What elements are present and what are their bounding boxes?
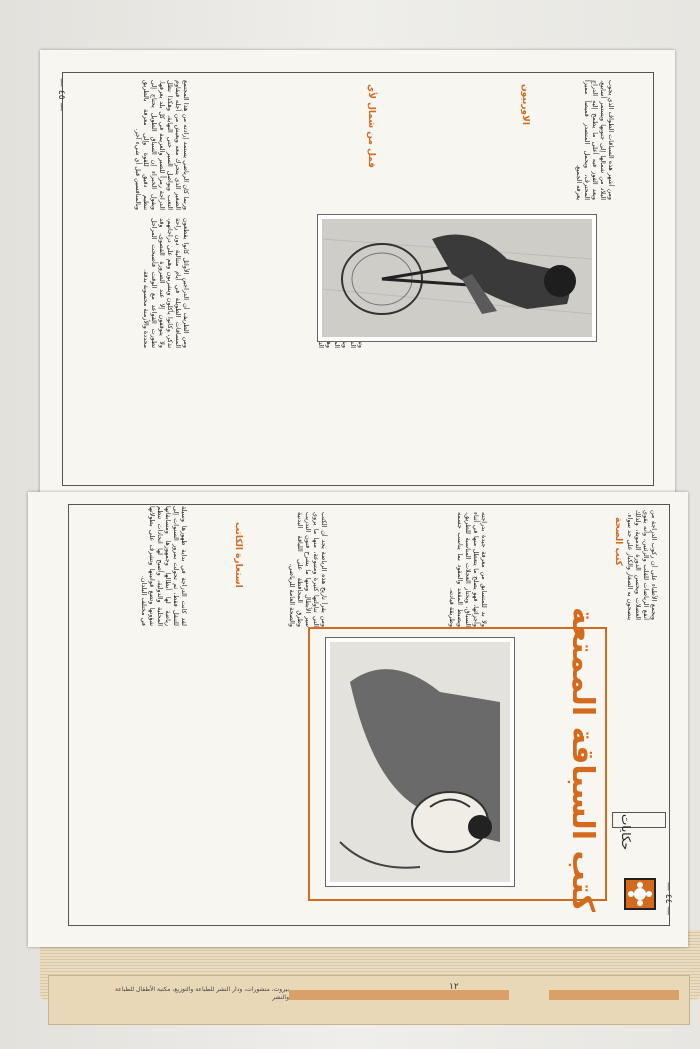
orange-strip-right xyxy=(549,990,679,1000)
text-column-bottom-d: ويجمع الأطباء على أن ركوب الدراجة من أنفع الرياضات للقلب والرئتين، وأنه يقوي العضلات ويحسن الدورة الدموية، ولذلك ينصحون به الصغار والكبار على حد سواء. xyxy=(626,510,658,620)
text-column-top-d: ومن أشهر هذه السباقات الطواف الذي يجوب البلاد من شمالها إلى جنوبها ويستمر أسابيع، ويعد الفوز فيه أعلى ما يطمح إليه الدراج المحترف، ويحمل المتصدر قميصاً مميزاً يعرفه الجميع. xyxy=(575,80,615,200)
series-title: حكايات xyxy=(619,814,633,850)
article-title: كتب السباقة الممتعة xyxy=(565,607,600,912)
book-bottom-cover xyxy=(48,975,690,1025)
text-column-bottom-c: ولا بد للمتسابق من معرفة جيدة بدراجته وأجزائها، فهو يصلح ما يتعطل منها في أثناء السباق، ويختار العجلات المناسبة للطريق، ويضبط المقعد والمقود بما يناسب جسمه وطريقة قيادته. xyxy=(448,512,488,627)
text-column-top-a: وربما كان الرياضي يستمد إرادته من هذا المجتمع الصغير الذي يتحرك معه ويعيش من أجله فيقاوم التعب ويواصل السير حتى النهاية، وهكذا تظل الدراجة رمزاً للصبر والعزيمة في كل بلد يعرفها. ويقول الخبراء إن السباق الطويل يحتاج إلى تنظيم دقيق للقوة وإلى معرفة بالطريق وبالمنافسين قبل أي شيء آخر. xyxy=(134,80,190,210)
page-number-top: — ٤٥ — xyxy=(56,78,66,112)
section-heading-top-1: الاوربيون xyxy=(520,84,530,125)
section-heading-top-2: قمل من شمال لأي xyxy=(366,84,376,169)
cyclist-illustration xyxy=(326,638,514,886)
section-heading-bottom-2: كتب الصحة xyxy=(613,517,623,566)
cover-footer-text: بيروت، منشورات، ودار النشر للطباعة والتوزيع، مكتبة الأطفال للطباعة والنشر xyxy=(114,986,289,1001)
cyclist-photo xyxy=(318,215,596,341)
page-number-bottom: — ٤٤ — xyxy=(663,882,673,916)
text-column-bottom-a: لقد كانت الدراجة في بداية ظهورها وسيلة للتنقل فقط، ثم تحولت بمرور السنوات إلى رياضة لها أبطالها وجمهورها ومسابقاتها المحلية والدولية، وأصبح لها اتحادات تنظم شؤونها وتضع قوانينها وتشرف على بطولاتها في مختلف البلدان. xyxy=(140,506,188,626)
orange-strip-left xyxy=(289,990,509,1000)
text-column-top-b: ومن الطريف أن الدراجين الأوائل كانوا يقطعون المسافات الطويلة في أيام متتالية دون راحة تذكر، وكانوا يأكلون ويشربون وهم على دراجاتهم، ولا يتوقفون إلا عند الضرورة القصوى. وقد تطورت القواعد مع الوقت فأصبحت المراحل محددة والأزمنة محسوبة بدقة. xyxy=(142,218,190,348)
cover-stamp-number: ١٢ xyxy=(449,982,459,992)
section-heading-bottom-1: استعارة الكاتب xyxy=(233,522,243,588)
text-column-bottom-b: ومن يقرأ تاريخ هذه الرياضة يجد أن الكتب التي تناولتها كثيرة ومتنوعة، منها ما يروي سير الأبطال ومنها ما يشرح فنون التدريب وطرق المحافظة على اللياقة البدنية والصحة العامة للرياضي. xyxy=(288,512,328,627)
page-top xyxy=(40,50,675,505)
page-bottom xyxy=(28,492,688,947)
magazine-logo-icon xyxy=(624,878,656,910)
